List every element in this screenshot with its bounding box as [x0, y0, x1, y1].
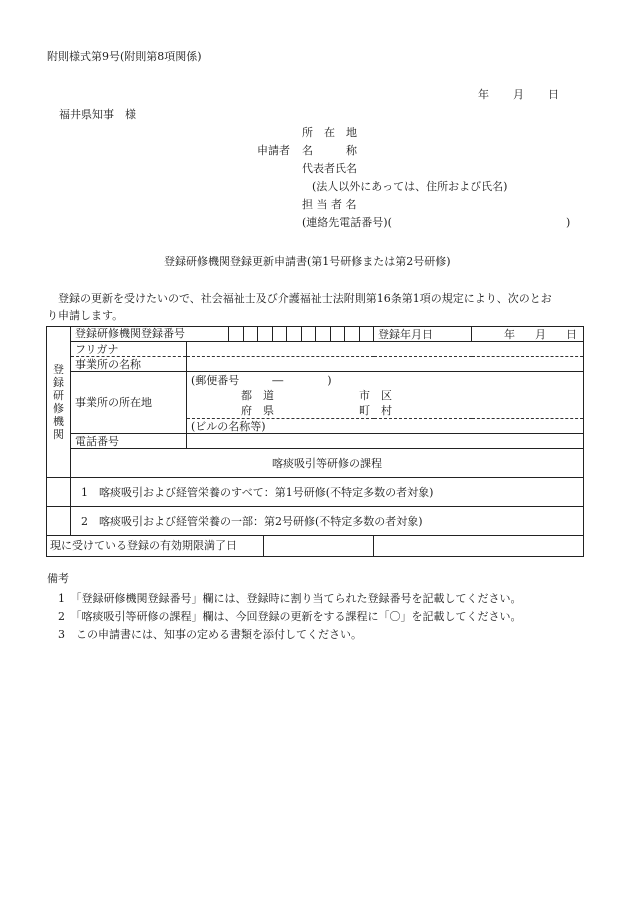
- applicant-phone-close: ): [566, 216, 571, 229]
- office-name-label: 事業所の名称: [71, 357, 187, 372]
- phone-field[interactable]: [187, 434, 584, 449]
- registration-date-field[interactable]: [472, 327, 584, 342]
- town-cho-son: 町 村: [359, 403, 392, 417]
- course-2-check[interactable]: [47, 507, 71, 536]
- registration-number-label: 登録研修機関登録番号: [75, 327, 185, 340]
- note-item: 1 「登録研修機関登録番号」欄には、登録時に割り当てられた登録番号を記載してください。: [58, 592, 522, 605]
- expiry-cell: [47, 536, 374, 557]
- building-name-field[interactable]: (ビルの名称等): [187, 419, 584, 434]
- postal-code: (郵便番号 ― ): [191, 373, 332, 387]
- applicant-rep-note: (法人以外にあっては、住所および氏名): [312, 180, 508, 193]
- reg-date-year: 年: [504, 327, 515, 341]
- applicant-person-label: 担 当 者 名: [302, 198, 357, 211]
- reg-date-month: 月: [535, 327, 546, 341]
- applicant-phone-label: (連絡先電話番号)(: [302, 216, 392, 229]
- course-1-label: 1 喀痰吸引および経管栄養のすべて：第1号研修(不特定多数の者対象): [71, 478, 584, 507]
- applicant-address-label: 所 在 地: [302, 126, 357, 139]
- applicant-rep-label: 代表者氏名: [302, 162, 357, 175]
- phone-label: 電話番号: [71, 434, 187, 449]
- expiry-label: 現に受けている登録の有効期限満了日: [47, 536, 264, 556]
- registration-date-label: 登録年月日: [374, 327, 472, 342]
- date-month: 月: [513, 88, 524, 101]
- prefecture-to-do: 都 道: [241, 388, 274, 402]
- application-table: [46, 326, 584, 557]
- course-header: 喀痰吸引等研修の課程: [71, 449, 584, 478]
- office-address-field[interactable]: [187, 372, 584, 419]
- office-address-label: 事業所の所在地: [71, 372, 187, 434]
- body-text-line-2: り申請します。: [47, 309, 124, 322]
- note-item: 2 「喀痰吸引等研修の課程」欄は、今回登録の更新をする課程に「〇」を記載してください。: [58, 610, 522, 623]
- registration-number-boxes[interactable]: [228, 327, 373, 341]
- course-2-label: 2 喀痰吸引および経管栄養の一部：第2号研修(不特定多数の者対象): [71, 507, 584, 536]
- course-1-check[interactable]: [47, 478, 71, 507]
- addressee: 福井県知事 様: [59, 108, 136, 121]
- form-reference: 附則様式第9号(附則第8項関係): [47, 50, 202, 63]
- applicant-label: 申請者: [257, 144, 290, 157]
- side-label-registered-institution: 登 録 研 修 機 関: [47, 327, 71, 478]
- expiry-field-ext[interactable]: [374, 536, 584, 557]
- office-name-field[interactable]: [187, 357, 584, 372]
- registration-number-cell: [71, 327, 374, 342]
- applicant-name-label: 名 称: [302, 144, 357, 157]
- document-title: 登録研修機関登録更新申請書(第1号研修または第2号研修): [164, 255, 451, 268]
- date-day: 日: [548, 88, 559, 101]
- date-year: 年: [478, 88, 489, 101]
- body-text-line-1: 登録の更新を受けたいので、社会福祉士及び介護福祉士法附則第16条第1項の規定により、次のとお: [58, 292, 552, 305]
- prefecture-fu-ken: 府 県: [241, 403, 274, 417]
- furigana-label: フリガナ: [71, 342, 187, 357]
- note-item: 3 この申請書には、知事の定める書類を添付してください。: [58, 628, 362, 641]
- city-shi-ku: 市 区: [359, 388, 392, 402]
- reg-date-day: 日: [566, 327, 577, 341]
- notes-title: 備考: [47, 572, 69, 585]
- furigana-field[interactable]: [187, 342, 584, 357]
